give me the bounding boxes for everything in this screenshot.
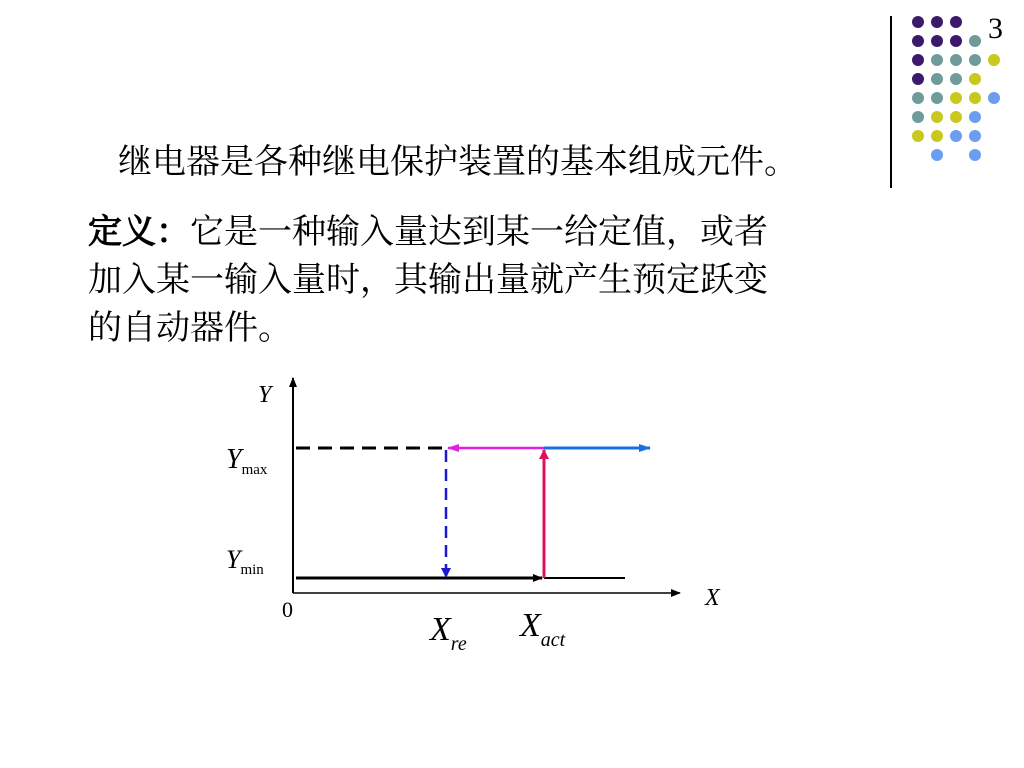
ymin-subscript: min xyxy=(240,562,264,578)
definition-line-2: 加入某一输入量时，其输出量就产生预定跃变 xyxy=(88,260,768,300)
xre-letter: X xyxy=(430,611,451,648)
intro-line: 继电器是各种继电保护装置的基本组成元件。 xyxy=(118,142,798,182)
definition-label: 定义： xyxy=(88,212,190,252)
origin-label: 0 xyxy=(282,597,293,622)
xre-subscript: re xyxy=(450,633,467,655)
ymin-letter: Y xyxy=(226,545,241,574)
xre-label xyxy=(428,611,467,655)
ymax-letter: Y xyxy=(226,444,242,475)
y-axis-label: Y xyxy=(258,382,272,408)
definition-text-1: 它是一种输入量达到某一给定值，或者 xyxy=(190,212,768,252)
xact-subscript: act xyxy=(540,629,566,651)
xact-label xyxy=(518,607,566,651)
slide-number: 3 xyxy=(988,12,1003,45)
xact-letter: X xyxy=(520,607,541,644)
ymax-label xyxy=(226,444,268,478)
ymin-label xyxy=(226,545,264,578)
x-axis-label: X xyxy=(705,585,720,611)
ymax-subscript: max xyxy=(241,462,268,478)
definition-line-3: 的自动器件。 xyxy=(88,308,292,348)
